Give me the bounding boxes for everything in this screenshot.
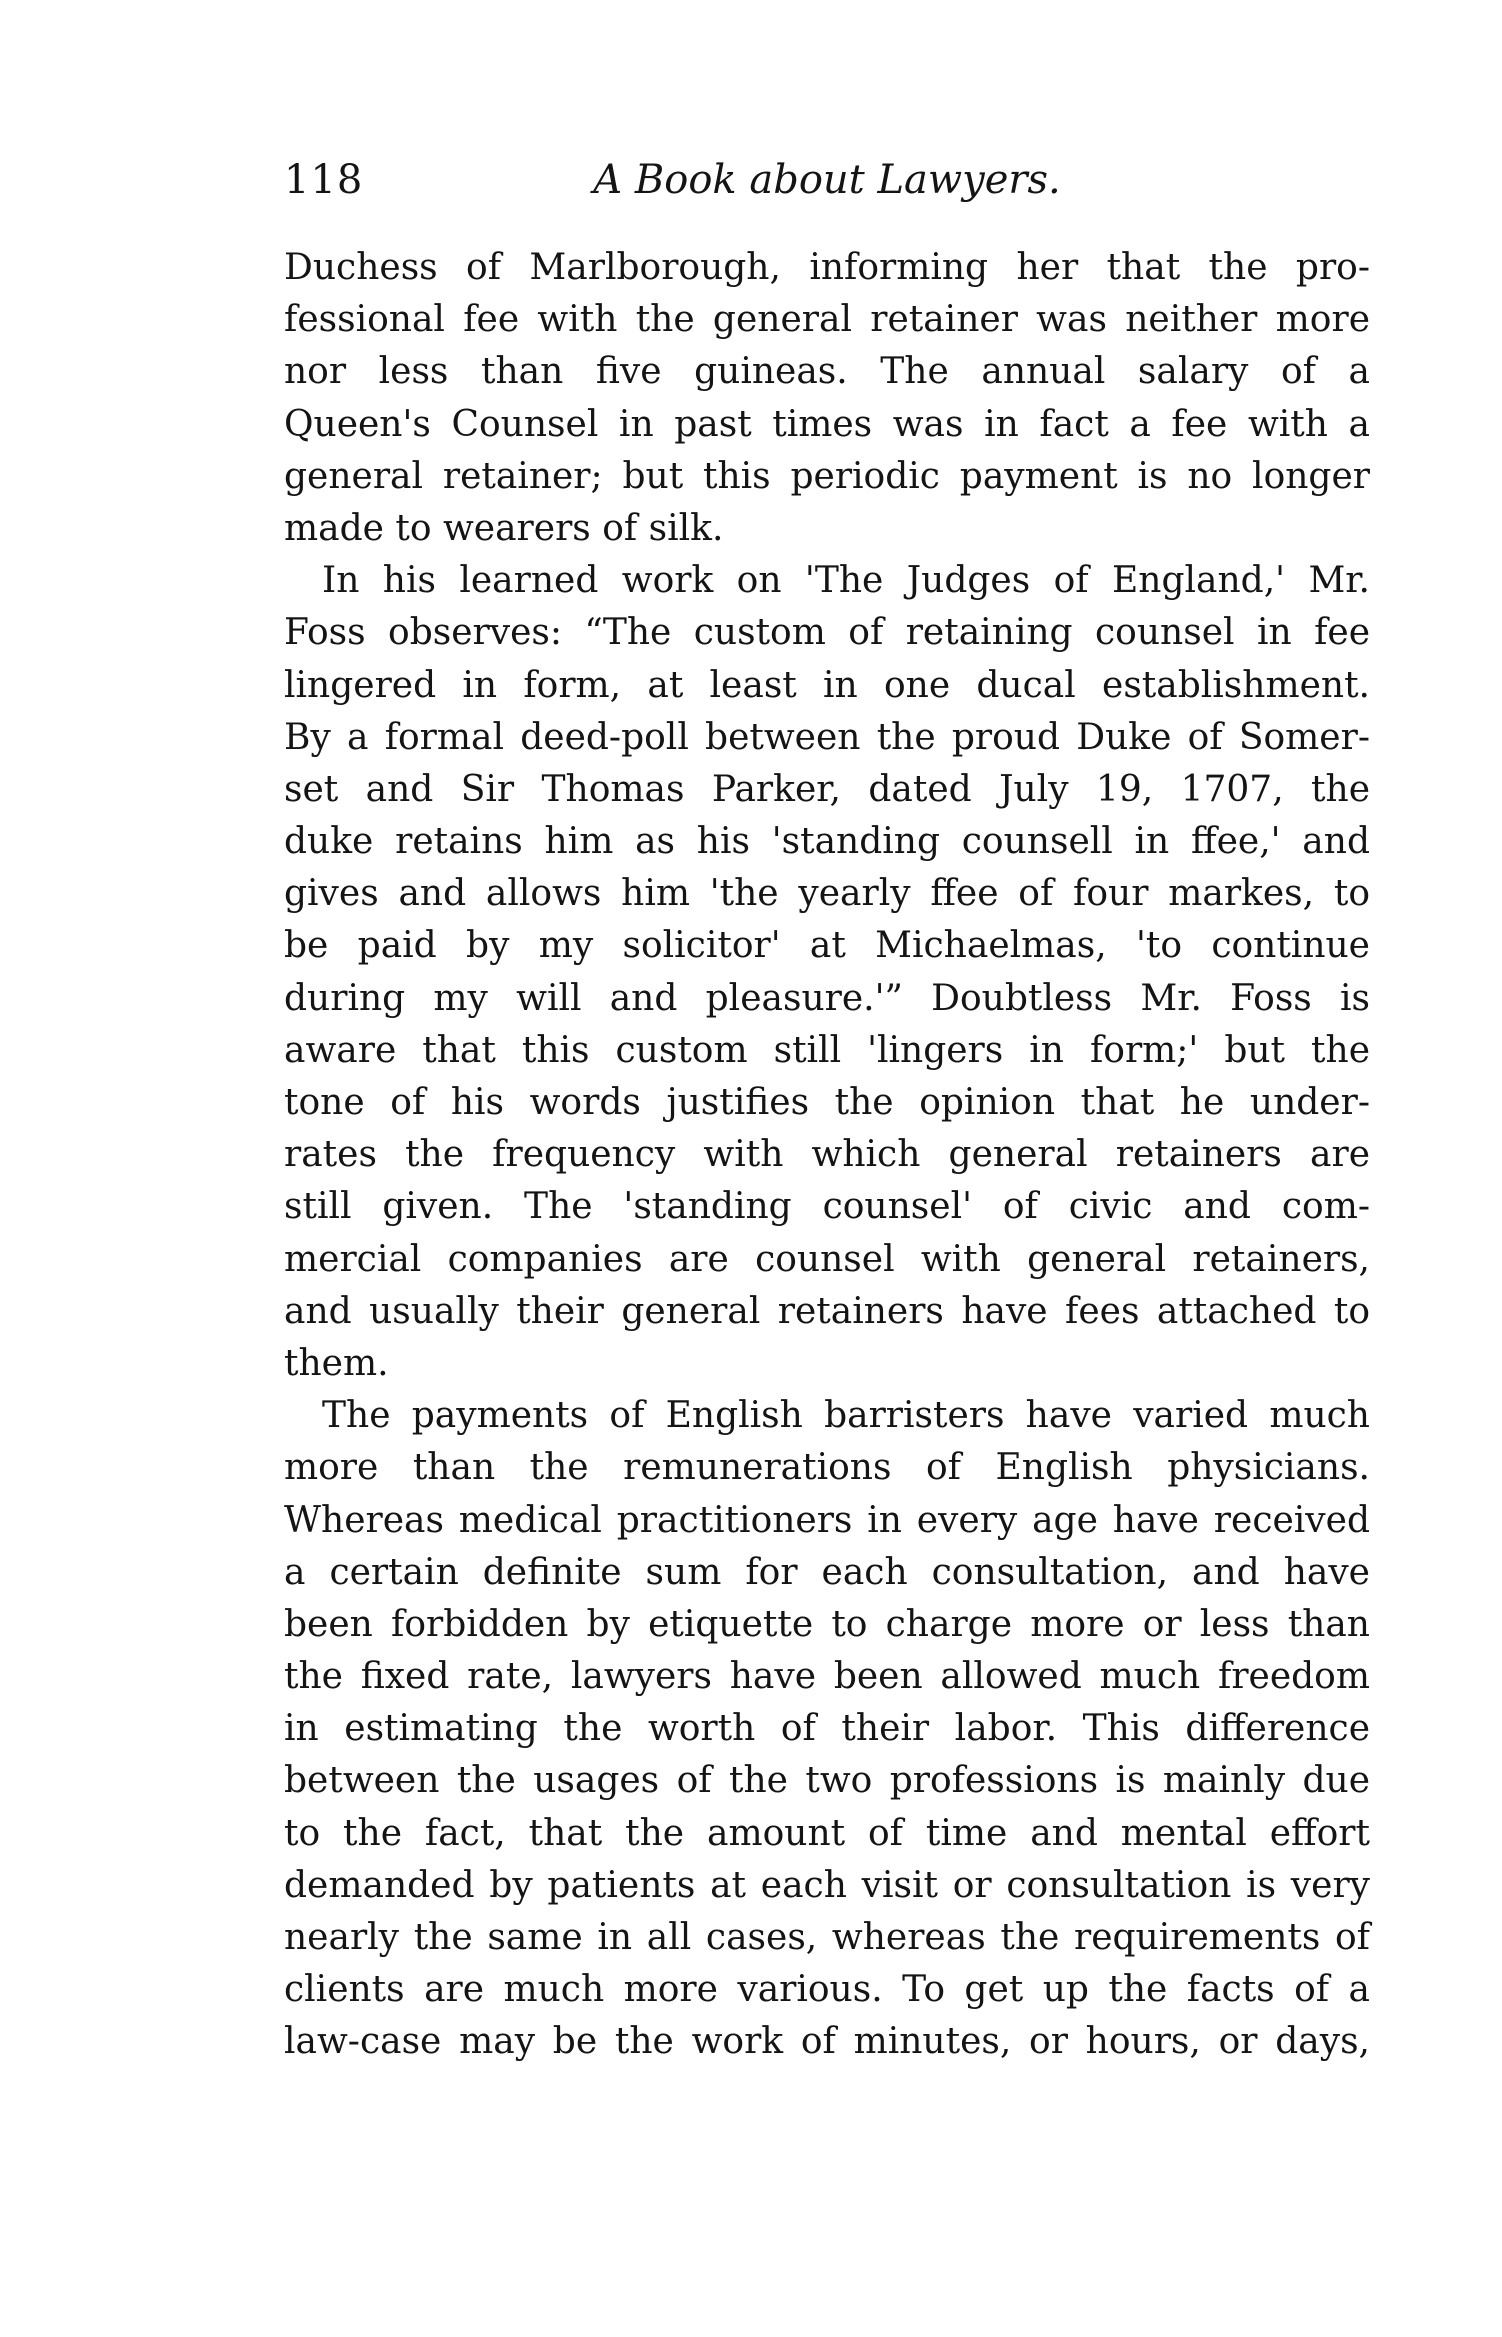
running-head [284, 150, 1370, 210]
text-line: In his learned work on 'The Judges of England,' Mr. [322, 560, 1370, 602]
text-line: during my will and pleasure.'” Doubtless Mr. Foss is [284, 977, 1370, 1019]
text-line: more than the remunerations of English physicians. [284, 1447, 1370, 1489]
text-line: them. [284, 1342, 389, 1384]
text-line: rates the frequency with which general retainers are [284, 1134, 1370, 1176]
paragraph-1 [284, 242, 1370, 555]
text-line: duke retains him as his 'standing counsell in ffee,' and [284, 821, 1370, 863]
text-line: demanded by patients at each visit or consultation is very [284, 1864, 1370, 1906]
text-line: a certain definite sum for each consultation, and have [284, 1551, 1370, 1593]
paragraph-3 [284, 1390, 1370, 2068]
text-line: been forbidden by etiquette to charge more or less than [284, 1603, 1370, 1645]
text-line: Duchess of Marlborough, informing her that the pro- [284, 247, 1370, 288]
text-line: made to wearers of silk. [284, 507, 724, 549]
text-line: tone of his words justifies the opinion that he under- [284, 1082, 1370, 1123]
text-line: aware that this custom still 'lingers in form;' but the [284, 1029, 1370, 1071]
running-title: A Book about Lawyers. [593, 157, 1061, 203]
text-line: law-case may be the work of minutes, or hours, or days, [284, 2021, 1370, 2063]
text-line: gives and allows him 'the yearly ffee of four markes, to [284, 873, 1370, 915]
paragraph-2 [284, 555, 1370, 1390]
text-line: Queen's Counsel in past times was in fact a fee with a [284, 403, 1370, 445]
text-line: Foss observes: “The custom of retaining counsel in fee [284, 612, 1370, 654]
text-line: be paid by my solicitor' at Michaelmas, 'to continue [284, 925, 1370, 967]
text-line: in estimating the worth of their labor. This difference [284, 1708, 1370, 1750]
text-line: Whereas medical practitioners in every age have received [284, 1499, 1370, 1541]
text-line: general retainer; but this periodic payment is no longer [284, 455, 1370, 497]
text-line: fessional fee with the general retainer was neither more [284, 299, 1370, 341]
text-line: between the usages of the two professions is mainly due [284, 1760, 1370, 1802]
text-line: the fixed rate, lawyers have been allowed much freedom [284, 1656, 1370, 1698]
text-line: set and Sir Thomas Parker, dated July 19, 1707, the [284, 768, 1370, 810]
text-line: nearly the same in all cases, whereas the requirements of [284, 1917, 1370, 1958]
page-number: 118 [284, 157, 364, 203]
body-text [284, 242, 1370, 2069]
text-line: mercial companies are counsel with general retainers, [284, 1238, 1370, 1280]
text-line: to the fact, that the amount of time and mental effort [284, 1812, 1370, 1854]
text-line: still given. The 'standing counsel' of civic and com- [284, 1186, 1370, 1228]
text-line: The payments of English barristers have varied much [322, 1395, 1370, 1437]
text-line: clients are much more various. To get up the facts of a [284, 1969, 1370, 2011]
text-line: By a formal deed-poll between the proud Duke of Somer- [284, 716, 1370, 758]
text-line: nor less than five guineas. The annual salary of a [284, 351, 1370, 393]
text-line: lingered in form, at least in one ducal establishment. [284, 664, 1370, 706]
text-line: and usually their general retainers have fees attached to [284, 1290, 1370, 1332]
